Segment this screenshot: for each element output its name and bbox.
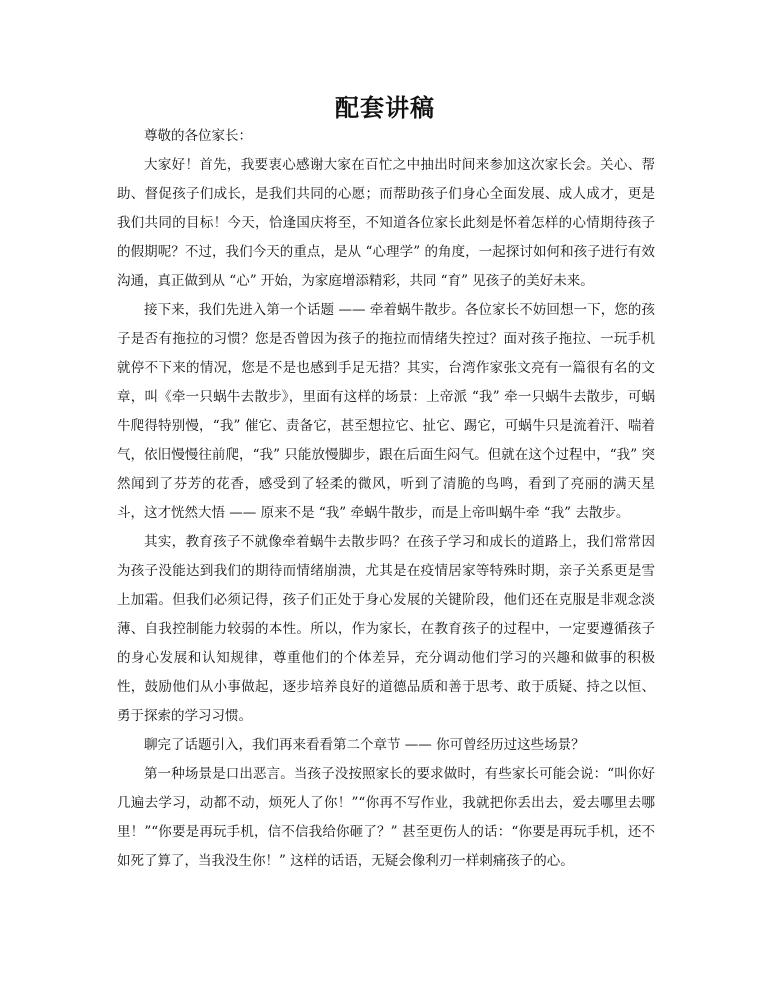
paragraph-chapter-two-intro: 聊完了话题引入，我们再来看看第二个章节 —— 你可曾经历过这些场景？ [144,737,585,753]
paragraph-snail-story: 接下来，我们先进入第一个话题 —— 牵着蜗牛散步。各位家长不妨回想一下，您的孩子是否有拖拉的习惯？您是否曾因为孩子的拖拉而情绪失控过？面对孩子拖拉、一玩手机就停不下来的情况，您是不是也感到手足无措？其实，台湾作家张文亮有一篇很有名的文章，叫《牵一只蜗牛去散步》，里面有这样的场景：上帝派 “我” 牵一只蜗牛去散步，可蜗牛爬得特别慢，“我” 催它、责备它，甚至想拉它、扯它、踢它，可蜗牛只是流着汗、喘着气，依旧慢慢往前爬，“我” 只能放慢脚步，跟在后面生闷气。但就在这个过程中，“我” 突然闻到了芬芳的花香，感受到了轻柔的微风，听到了清脆的鸟鸣，看到了亮丽的满天星斗，这才恍然大悟 —— 原来不是 “我” 牵蜗牛散步，而是上帝叫蜗牛牵 “我” 去散步。 [117,302,655,521]
paragraph-opening: 大家好！首先，我要衷心感谢大家在百忙之中抽出时间来参加这次家长会。关心、帮助、督促孩子们成长，是我们共同的心愿；而帮助孩子们身心全面发展、成人成才，更是我们共同的目标！今天，恰逢国庆将至，不知道各位家长此刻是怀着怎样的心情期待孩子的假期呢？不过，我们今天的重点，是从 “心理学” 的角度，一起探讨如何和孩子进行有效沟通，真正做到从 “心” 开始，为家庭增添精彩，共同 “育” 见孩子的美好未来。 [117,157,655,289]
document-body [117,122,655,876]
page-title: 配套讲稿 [335,93,435,122]
paragraph-education-reflection: 其实，教育孩子不就像牵着蜗牛去散步吗？在孩子学习和成长的道路上，我们常常因为孩子没能达到我们的期待而情绪崩溃，尤其是在疫情居家等特殊时期，亲子关系更是雪上加霜。但我们必须记得，孩子们正处于身心发展的关键阶段，他们还在克服是非观念淡薄、自我控制能力较弱的本性。所以，作为家长，在教育孩子的过程中，一定要遵循孩子的身心发展和认知规律，尊重他们的个体差异，充分调动他们学习的兴趣和做事的积极性，鼓励他们从小事做起，逐步培养良好的道德品质和善于思考、敢于质疑、持之以恒、勇于探索的学习习惯。 [117,534,655,724]
salutation: 尊敬的各位家长： [144,128,252,144]
paragraph-scenario-one: 第一种场景是口出恶言。当孩子没按照家长的要求做时，有些家长可能会说：“叫你好几遍去学习，动都不动，烦死人了你！”“你再不写作业，我就把你丢出去，爱去哪里去哪里！”“你要是再玩手机，信不信我给你砸了？” 甚至更伤人的话：“你要是再玩手机，还不如死了算了，当我没生你！” 这样的话语，无疑会像利刃一样刺痛孩子的心。 [117,766,655,869]
